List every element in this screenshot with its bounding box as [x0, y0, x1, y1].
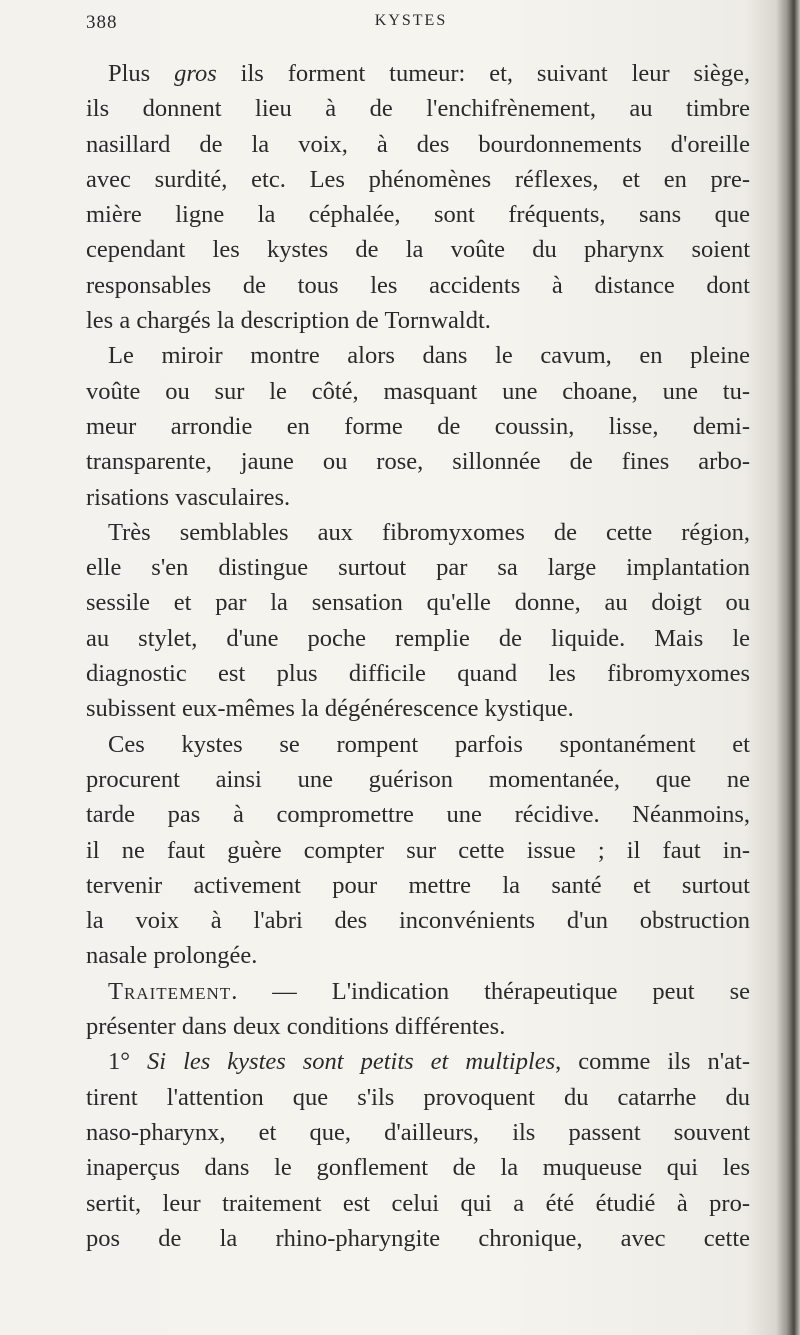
- text-line: il ne faut guère compter sur cette issue ; il faut in-: [86, 836, 750, 864]
- text-line: responsables de tous les accidents à distance dont: [86, 271, 750, 299]
- text-line: les a chargés la description de Tornwaldt.: [86, 307, 491, 335]
- text-line: Très semblables aux fibromyxomes de cette région,: [108, 518, 750, 546]
- text-line: Plus gros ils forment tumeur: et, suivant leur siège,: [108, 60, 751, 87]
- text-line: risations vasculaires.: [86, 483, 291, 511]
- text-line: Ces kystes se rompent parfois spontanément et: [108, 730, 750, 758]
- text-line: subissent eux-mêmes la dégénérescence kystique.: [86, 695, 574, 723]
- text-line: cependant les kystes de la voûte du pharynx soient: [86, 236, 750, 264]
- running-head: KYSTES: [374, 12, 448, 29]
- text-line: sertit, leur traitement est celui qui a été étudié à pro-: [86, 1189, 750, 1217]
- page-binding-edge: [776, 0, 800, 1335]
- page-header: [86, 12, 736, 42]
- body-text: [86, 56, 750, 1256]
- text-line: sessile et par la sensation qu'elle donne, au doigt ou: [86, 589, 750, 617]
- text-line: Traitement. — L'indication thérapeutique peut se: [108, 977, 750, 1005]
- section-heading: Traitement: [108, 977, 232, 1005]
- text-line: tervenir activement pour mettre la santé et surtout: [86, 871, 750, 899]
- text-line: nasillard de la voix, à des bourdonnements d'oreille: [86, 130, 750, 158]
- text-line: Le miroir montre alors dans le cavum, en pleine: [108, 342, 750, 370]
- text-line: ils donnent lieu à de l'enchifrènement, au timbre: [86, 95, 750, 123]
- text-line: tarde pas à compromettre une récidive. Néanmoins,: [86, 801, 750, 829]
- text-line: pos de la rhino-pharyngite chronique, avec cette: [86, 1224, 750, 1252]
- text-line: nasale prolongée.: [86, 942, 258, 970]
- text-line: tirent l'attention que s'ils provoquent du catarrhe du: [86, 1083, 750, 1111]
- text-line: avec surdité, etc. Les phénomènes réflexes, et en pre-: [86, 165, 750, 193]
- text-line: la voix à l'abri des inconvénients d'un obstruction: [86, 907, 750, 935]
- text-line: 1° Si les kystes sont petits et multiples, comme ils n'at-: [108, 1048, 750, 1076]
- text-line: voûte ou sur le côté, masquant une choane, une tu-: [86, 377, 750, 405]
- text-line: inaperçus dans le gonflement de la muqueuse qui les: [86, 1154, 750, 1182]
- text-line: au stylet, d'une poche remplie de liquide. Mais le: [86, 624, 750, 652]
- text-line: naso-pharynx, et que, d'ailleurs, ils passent souvent: [86, 1118, 750, 1146]
- text-line: présenter dans deux conditions différentes.: [86, 1013, 506, 1041]
- text-line: meur arrondie en forme de coussin, lisse, demi-: [86, 412, 750, 440]
- text-line: mière ligne la céphalée, sont fréquents, sans que: [86, 201, 750, 229]
- text-line: elle s'en distingue surtout par sa large implantation: [86, 554, 750, 582]
- text-line: diagnostic est plus difficile quand les fibromyxomes: [86, 660, 750, 688]
- text-line: procurent ainsi une guérison momentanée, que ne: [86, 765, 750, 793]
- text-line: transparente, jaune ou rose, sillonnée de fines arbo-: [86, 448, 750, 476]
- page-number: 388: [86, 12, 118, 33]
